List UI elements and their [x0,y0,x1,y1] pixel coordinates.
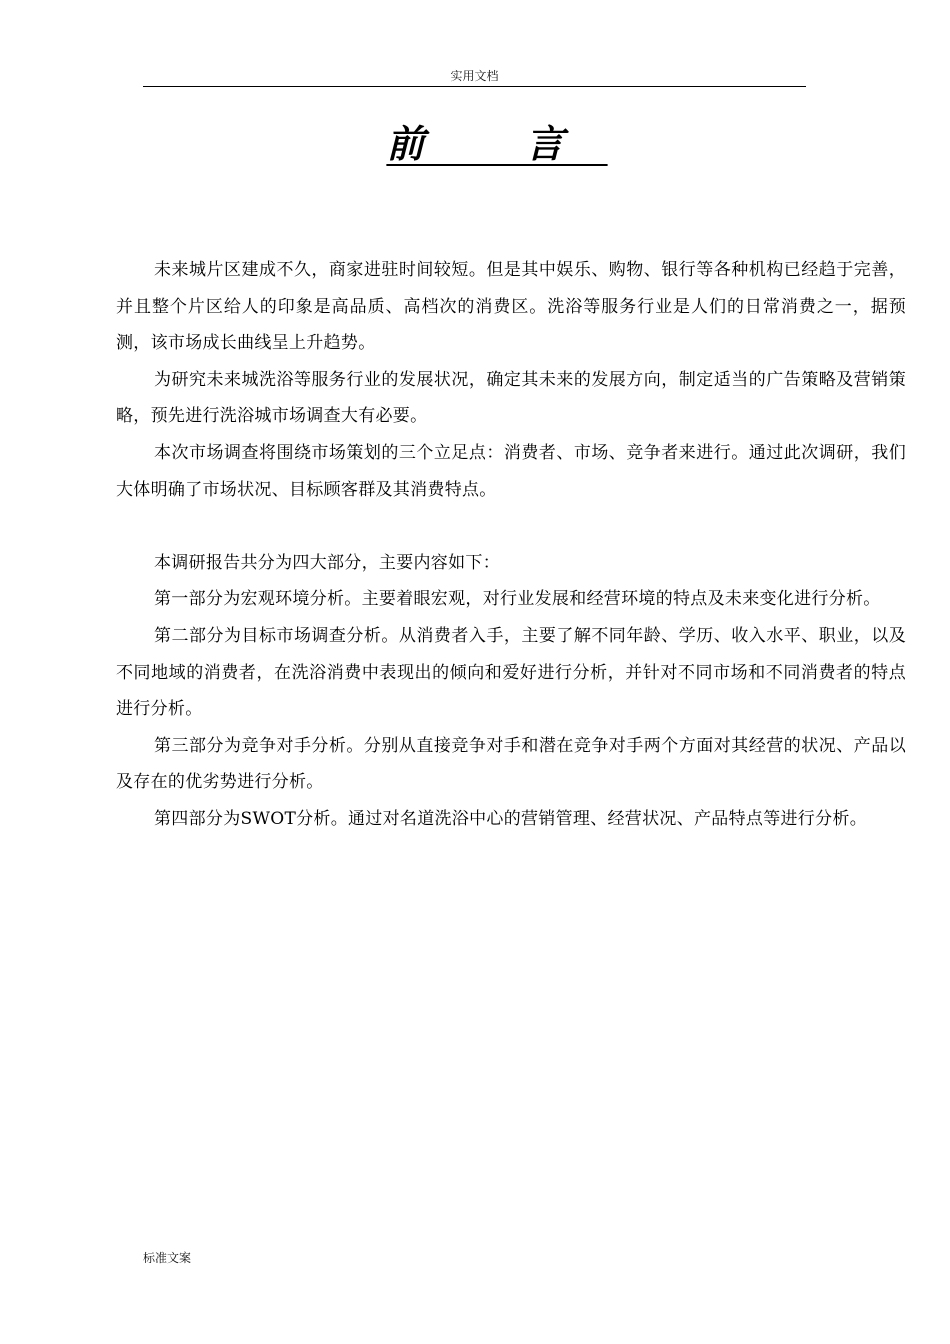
footer-text: 标准文案 [143,1251,192,1265]
paragraph-intro-3: 本次市场调查将围绕市场策划的三个立足点：消费者、市场、竞争者来进行。通过此次调研，我们大体明确了市场状况、目标顾客群及其消费特点。 [116,442,906,500]
page-header [143,66,806,87]
page-footer [143,1248,191,1268]
paragraph-part-1: 第一部分为宏观环境分析。主要着眼宏观，对行业发展和经营环境的特点及未来变化进行分析。 [154,589,881,610]
document-title [0,118,950,170]
paragraph-part-2: 第二部分为目标市场调查分析。从消费者入手，主要了解不同年龄、学历、收入水平、职业，以及不同地域的消费者，在洗浴消费中表现出的倾向和爱好进行分析，并针对不同市场和不同消费者的特点进行分析。 [116,625,906,720]
header-text: 实用文档 [450,69,499,83]
document-body [116,252,906,838]
paragraph-intro-2: 为研究未来城洗浴等服务行业的发展状况，确定其未来的发展方向，制定适当的广告策略及营销策略，预先进行洗浴城市场调查大有必要。 [116,369,906,427]
title-text: 前 言 [386,122,608,166]
paragraph-intro-1: 未来城片区建成不久，商家进驻时间较短。但是其中娱乐、购物、银行等各种机构已经趋于完善，并且整个片区给人的印象是高品质、高档次的消费区。洗浴等服务行业是人们的日常消费之一，据预测，该市场成长曲线呈上升趋势。 [116,260,906,354]
paragraph-part-4: 第四部分为SWOT分析。通过对名道洗浴中心的营销管理、经营状况、产品特点等进行分析。 [154,808,867,829]
paragraph-part-3: 第三部分为竞争对手分析。分别从直接竞争对手和潜在竞争对手两个方面对其经营的状况、产品以及存在的优劣势进行分析。 [116,735,906,793]
paragraph-outline-intro: 本调研报告共分为四大部分，主要内容如下： [154,552,500,573]
paragraph-spacer [116,508,906,545]
